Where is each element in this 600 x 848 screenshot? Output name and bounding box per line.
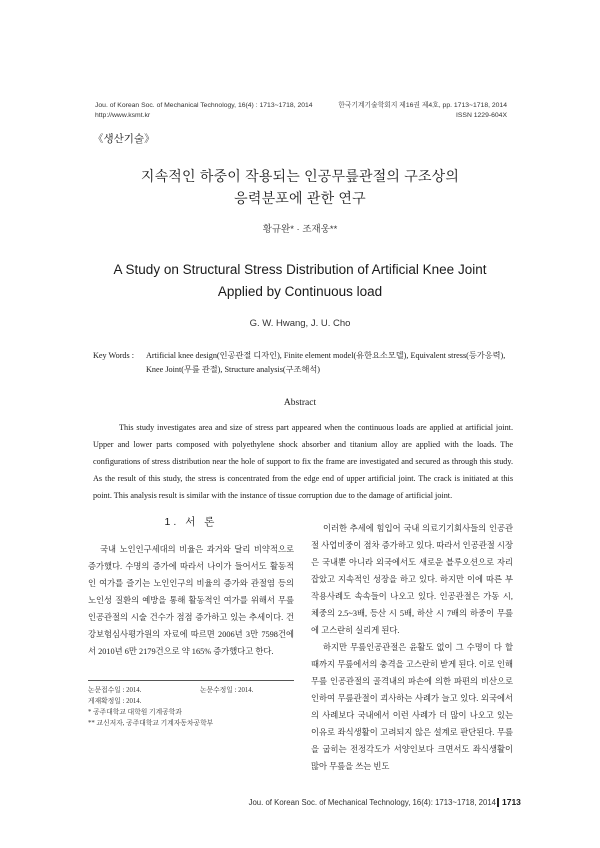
left-column xyxy=(88,514,294,660)
title-korean-line2: 응력분포에 관한 연구 xyxy=(234,190,366,206)
running-header-left xyxy=(95,101,313,121)
article-category: 《생산기술》 xyxy=(93,133,155,145)
intro-paragraph-1: 국내 노인인구세대의 비율은 과거와 달리 비약적으로 증가했다. 수명의 증가에 따라서 나이가 들어서도 활동적인 여가를 즐기는 노인인구의 비율의 증가와 관절염 등의 노인성 질환의 예방을 통해 활동적인 여가를 위해서 무릎인공관절의 시술 건수가 점점 증가하고 있는 추세이다. 건강보험심사평가원의 자료에 따르면 2006년 3만 7598건에서 2010년 6만 2179건으로 약 165% 증가했다고 한다. xyxy=(88,545,294,656)
running-footer: Jou. of Korean Soc. of Mechanical Technology, 16(4): 1713~1718, 2014 xyxy=(248,798,496,807)
intro-paragraph-3: 하지만 무릎인공관절은 윤활도 없이 그 수명이 다 할 때까지 무릎에서의 충격을 고스란히 받게 된다. 이로 인해 무릎 인공관절의 골격내의 파손에 의한 파편의 비산으로 인하여 무릎관절이 괴사하는 사례가 늘고 있다. 외국에서의 사례보다 국내에서 이런 사례가 더 많이 나오고 있는 이유로 좌식생활이 고려되지 않은 설계로 판단된다. 무릎을 굽히는 전정각도가 서양인보다 크면서도 좌식생활이 많아 무릎을 쓰는 빈도 xyxy=(311,643,513,771)
abstract-heading: Abstract xyxy=(283,398,317,408)
title-english-line1: A Study on Structural Stress Distribution of Artificial Knee Joint xyxy=(113,262,487,277)
accepted-date: 게재확정일 : 2014. xyxy=(88,698,142,705)
abstract-text: This study investigates area and size of stress part appeared when the continuous loads are applied at artificial joint. Upper and lower parts composed with polyethylene shock absorber and titanium alloy are applied with the loads. The configurations of stress distribution near the hole of support to fix the frame are investigated and secured as through this study. As the result of this study, the stress is concentrated from the edge end of upper artificial joint. The crack is initiated at this point. This analysis result is similar with the instance of tissue corruption due to the damage of artificial joint. xyxy=(93,423,513,500)
footnotes xyxy=(88,685,294,729)
title-english xyxy=(0,259,600,303)
issn: ISSN 1229-604X xyxy=(455,112,507,119)
section-heading-introduction: 1. 서 론 xyxy=(164,516,218,528)
keywords-block xyxy=(93,349,513,377)
journal-citation-en: Jou. of Korean Soc. of Mechanical Technology, 16(4) : 1713~1718, 2014 xyxy=(95,102,313,109)
revised-date: 논문수정일 : 2014. xyxy=(200,687,254,694)
footnote-dates-row xyxy=(88,685,294,696)
intro-paragraph-2: 이러한 추세에 힘입어 국내 의료기기회사들의 인공관절 사업비중이 점차 증가하고 있다. 따라서 인공관절 시장은 국내뿐 아니라 외국에서도 새로운 블루오션으로 자리 잡았고 지속적인 성장을 하고 있다. 하지만 이에 따른 부작용사례도 속속들이 나오고 있다. 인공관절은 가동 시, 체중의 2.5~3배, 등산 시 5배, 하산 시 7배의 하중이 무릎에 고스란히 실리게 된다. xyxy=(311,524,513,635)
right-column xyxy=(311,520,513,775)
footnote-divider xyxy=(88,680,294,681)
authors-korean: 황규완* · 조재웅** xyxy=(262,224,338,235)
journal-citation-ko: 한국기계기술학회지 제16권 제4호, pp. 1713~1718, 2014 xyxy=(338,102,507,109)
keywords-text: Artificial knee design(인공관절 디자인), Finite element model(유한요소모델), Equivalent stress(등가응력), Knee Joint(무릎 관절), Structure analysis(구조해석) xyxy=(146,351,506,374)
author-affiliation-2: ** 교신저자, 공주대학교 기계자동차공학부 xyxy=(88,720,214,727)
author-affiliation-1: * 공주대학교 대학원 기계공학과 xyxy=(88,709,182,716)
title-korean xyxy=(0,165,600,209)
running-header-right xyxy=(338,101,507,121)
keywords-label: Key Words : xyxy=(93,351,135,360)
page-number: 1713 xyxy=(502,797,521,807)
journal-url: http://www.ksmt.kr xyxy=(95,112,151,119)
title-korean-line1: 지속적인 하중이 작용되는 인공무릎관절의 구조상의 xyxy=(140,168,460,184)
footer-separator xyxy=(497,798,499,807)
title-english-line2: Applied by Continuous load xyxy=(217,284,383,299)
authors-english: G. W. Hwang, J. U. Cho xyxy=(249,318,351,329)
received-date: 논문접수일 : 2014. xyxy=(88,687,142,694)
